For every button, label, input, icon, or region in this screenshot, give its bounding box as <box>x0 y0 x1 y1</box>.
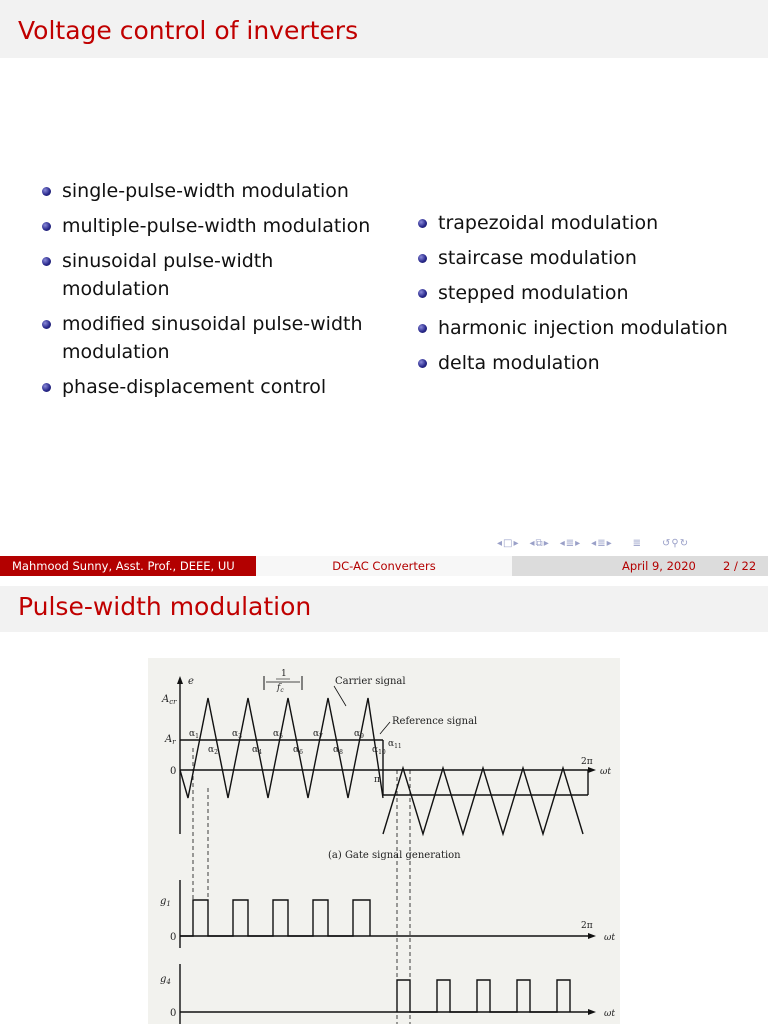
footer <box>0 556 768 576</box>
nav-search-icon[interactable]: ⚲ <box>671 538 680 549</box>
period-label-num: 1 <box>281 669 287 679</box>
nav-prev-subsection-icon[interactable]: ◂ <box>529 538 536 549</box>
slide-title: Pulse-width modulation <box>18 592 312 621</box>
alpha-9: $\alpha_9$ <box>354 729 364 740</box>
alpha-6: $\alpha_6$ <box>293 745 303 756</box>
alpha-3: $\alpha_3$ <box>232 729 242 740</box>
nav-next-subsection-icon[interactable]: ▸ <box>543 538 550 549</box>
list-item: trapezoidal modulation <box>416 209 756 237</box>
g4-zero-label: 0 <box>170 1008 177 1019</box>
nav-next-section-icon[interactable]: ▸ <box>575 538 582 549</box>
alpha-8: $\alpha_8$ <box>333 745 343 756</box>
list-item: modified sinusoidal pulse-width modulation <box>40 310 392 366</box>
bullet-icon <box>418 254 427 263</box>
pwm-figure <box>148 658 620 1024</box>
footer-page-number: 2 / 22 <box>723 559 757 573</box>
list-item: harmonic injection modulation <box>416 314 756 342</box>
bullet-list-left <box>40 177 390 408</box>
list-item: multiple-pulse-width modulation <box>40 212 390 240</box>
g4-pulse-train <box>397 980 570 1012</box>
list-item: delta modulation <box>416 349 756 377</box>
bullet-icon <box>42 257 51 266</box>
nav-back-icon[interactable]: ↺ <box>662 538 672 549</box>
bullet-icon <box>42 222 51 231</box>
list-item: staircase modulation <box>416 244 756 272</box>
nav-prev-part-icon[interactable]: ◂ <box>591 538 598 549</box>
g1-pulse-train <box>180 900 370 936</box>
g4-label: $g_4$ <box>160 974 171 986</box>
title-bar <box>0 0 768 58</box>
nav-part-icon[interactable]: ≣ <box>597 538 607 549</box>
nav-prev-section-icon[interactable]: ◂ <box>559 538 566 549</box>
nav-section-icon[interactable]: ≣ <box>565 538 576 549</box>
slide-title: Voltage control of inverters <box>18 16 359 45</box>
nav-subsection-icon[interactable]: ⧉ <box>535 538 544 549</box>
nav-next-part-icon[interactable]: ▸ <box>606 538 613 549</box>
bullet-icon <box>418 289 427 298</box>
footer-meta <box>512 556 768 576</box>
carrier-wave-negative <box>383 768 583 834</box>
list-item: phase-displacement control <box>40 373 390 401</box>
beamer-navigation <box>497 538 689 549</box>
slide-pwm <box>0 586 768 1024</box>
a-r-label: $A_r$ <box>165 734 176 746</box>
list-item: sinusoidal pulse-width modulation <box>40 247 322 303</box>
title-bar <box>0 586 768 632</box>
alpha-5: $\alpha_5$ <box>273 729 283 740</box>
nav-frame-icon[interactable]: □ <box>503 538 514 549</box>
period-label-den: $f_c$ <box>277 683 284 694</box>
reference-signal-label: Reference signal <box>392 716 478 727</box>
bullet-icon <box>42 187 51 196</box>
carrier-leader-line <box>334 686 346 706</box>
nav-forward-icon[interactable]: ↻ <box>679 538 690 549</box>
wt-label: ωt <box>600 767 611 777</box>
e-axis-arrow-icon <box>177 676 183 684</box>
figure-caption: (a) Gate signal generation <box>328 850 461 861</box>
g1-axis-arrow-icon <box>588 933 596 939</box>
bullet-icon <box>418 219 427 228</box>
g1-label: $g_1$ <box>160 896 171 908</box>
pwm-diagram <box>148 658 620 1024</box>
alpha-7: $\alpha_7$ <box>313 729 323 740</box>
two-pi-label: 2π <box>581 757 593 767</box>
alpha-1: $\alpha_1$ <box>189 729 199 740</box>
e-axis-label: e <box>188 676 194 687</box>
footer-author: Mahmood Sunny, Asst. Prof., DEEE, UU <box>0 556 256 576</box>
pi-label: π <box>374 775 380 785</box>
bullet-icon <box>418 324 427 333</box>
g1-zero-label: 0 <box>170 932 177 943</box>
projection-lines <box>193 748 410 1024</box>
footer-course: DC-AC Converters <box>256 556 512 576</box>
g4-wt-label: ωt <box>604 1009 615 1019</box>
wt-axis-arrow-icon <box>588 767 596 773</box>
nav-next-frame-icon[interactable]: ▸ <box>513 538 520 549</box>
alpha-2: $\alpha_2$ <box>208 745 218 756</box>
list-item: single-pulse-width modulation <box>40 177 390 205</box>
footer-date: April 9, 2020 <box>622 559 696 573</box>
zero-label: 0 <box>170 766 177 777</box>
nav-prev-frame-icon[interactable]: ◂ <box>497 538 504 549</box>
carrier-signal-label: Carrier signal <box>335 676 406 687</box>
bullet-icon <box>42 320 51 329</box>
g4-axis-arrow-icon <box>588 1009 596 1015</box>
alpha-11: $\alpha_{11}$ <box>388 739 402 750</box>
g1-wt-label: ωt <box>604 933 615 943</box>
reference-leader-line <box>380 722 390 734</box>
bullet-icon <box>418 359 427 368</box>
g1-two-pi-label: 2π <box>581 921 593 931</box>
list-item: stepped modulation <box>416 279 756 307</box>
a-cr-label: $A_{cr}$ <box>162 694 177 706</box>
bullet-list-right <box>416 209 756 384</box>
alpha-4: $\alpha_4$ <box>252 745 262 756</box>
alpha-10: $\alpha_{10}$ <box>372 745 386 756</box>
bullet-icon <box>42 383 51 392</box>
nav-toc-icon[interactable]: ≣ <box>632 538 643 549</box>
